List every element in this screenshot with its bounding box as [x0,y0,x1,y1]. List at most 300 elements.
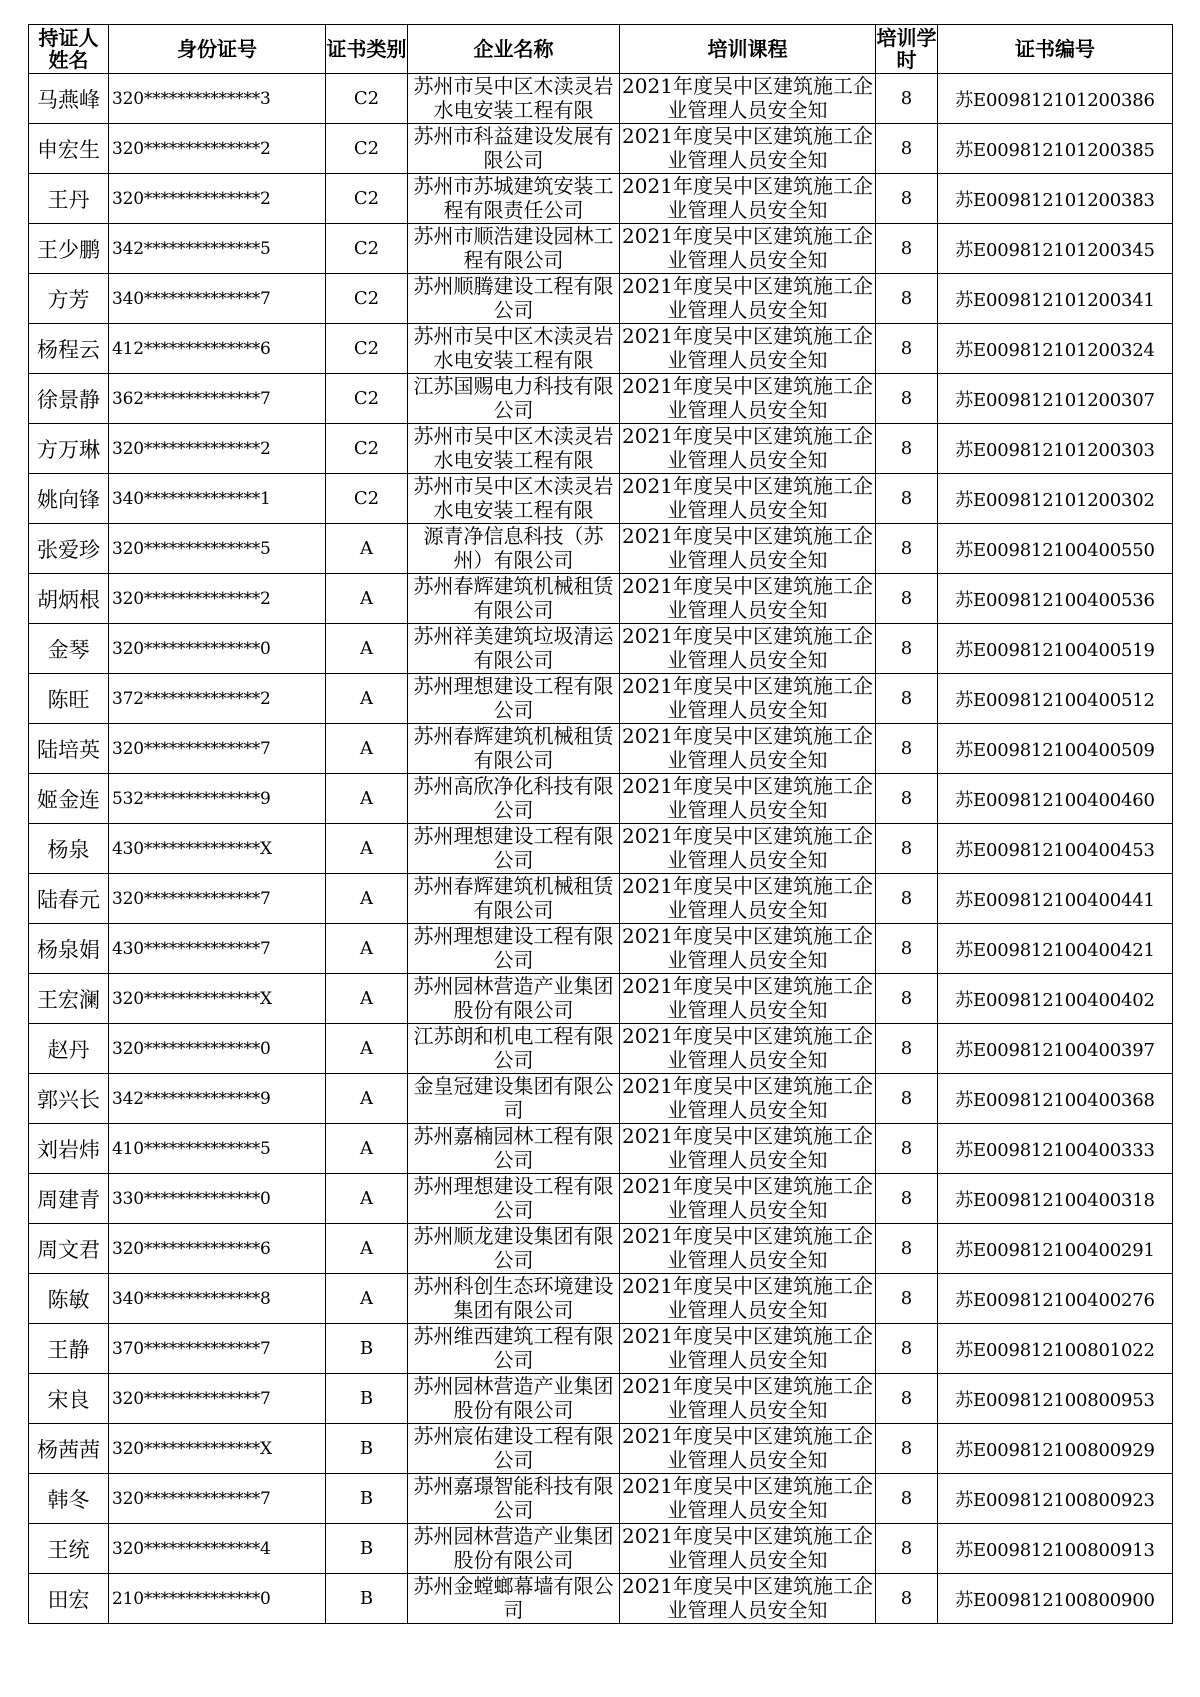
company-cell-text: 金皇冠建设集团有限公司 [413,1075,614,1122]
company-cell [408,1074,620,1124]
company-cell [408,1424,620,1474]
table-row [29,874,1173,924]
hours-cell: 8 [876,974,938,1024]
course-cell [620,774,876,824]
id-number-cell: 410**************5 [109,1124,326,1174]
cert-no-cell: 苏E009812100400519 [938,624,1173,674]
company-cell [408,924,620,974]
id-number-cell: 340**************1 [109,474,326,524]
id-number-cell: 320**************2 [109,574,326,624]
hours-cell: 8 [876,824,938,874]
company-cell-text: 苏州市科益建设发展有限公司 [413,125,614,172]
table-row [29,124,1173,174]
id-number-cell: 340**************8 [109,1274,326,1324]
company-cell [408,1024,620,1074]
hours-cell: 8 [876,1124,938,1174]
company-cell-text: 苏州维西建筑工程有限公司 [413,1325,614,1372]
table-row [29,574,1173,624]
company-cell-text: 苏州市吴中区木渎灵岩水电安装工程有限 [413,425,614,472]
company-cell [408,1574,620,1624]
course-cell-text: 2021年度吴中区建筑施工企业管理人员安全知 [622,475,873,522]
course-cell-text: 2021年度吴中区建筑施工企业管理人员安全知 [622,1275,873,1322]
hours-cell: 8 [876,524,938,574]
table-row [29,424,1173,474]
course-cell-text: 2021年度吴中区建筑施工企业管理人员安全知 [622,675,873,722]
company-cell-text: 苏州春辉建筑机械租赁有限公司 [413,875,614,922]
table-body [29,74,1173,1624]
cert-no-cell: 苏E009812100800913 [938,1524,1173,1574]
course-cell [620,874,876,924]
header-row [29,25,1173,74]
id-number-cell: 320**************2 [109,174,326,224]
hours-cell: 8 [876,1474,938,1524]
company-cell-text: 苏州高欣净化科技有限公司 [413,775,614,822]
hours-cell: 8 [876,1024,938,1074]
id-number-cell: 320**************7 [109,1374,326,1424]
course-cell-text: 2021年度吴中区建筑施工企业管理人员安全知 [622,275,873,322]
cert-type-cell: A [326,674,408,724]
cert-no-cell: 苏E009812100400453 [938,824,1173,874]
header-course: 培训课程 [620,25,876,74]
table-row [29,824,1173,874]
hours-cell: 8 [876,1324,938,1374]
certificate-list-sheet [28,24,1172,1624]
course-cell-text: 2021年度吴中区建筑施工企业管理人员安全知 [622,425,873,472]
course-cell-text: 2021年度吴中区建筑施工企业管理人员安全知 [622,925,873,972]
course-cell [620,1374,876,1424]
course-cell-text: 2021年度吴中区建筑施工企业管理人员安全知 [622,1325,873,1372]
course-cell [620,1574,876,1624]
holder-name-cell: 王少鹏 [29,224,109,274]
cert-type-cell: A [326,574,408,624]
header-company: 企业名称 [408,25,620,74]
hours-cell: 8 [876,1524,938,1574]
cert-no-cell: 苏E009812100400397 [938,1024,1173,1074]
table-row [29,974,1173,1024]
id-number-cell: 320**************0 [109,624,326,674]
course-cell-text: 2021年度吴中区建筑施工企业管理人员安全知 [622,575,873,622]
course-cell-text: 2021年度吴中区建筑施工企业管理人员安全知 [622,1425,873,1472]
cert-no-cell: 苏E009812101200345 [938,224,1173,274]
header-cert-type: 证书类别 [326,25,408,74]
company-cell [408,1374,620,1424]
table-row [29,1474,1173,1524]
course-cell [620,174,876,224]
course-cell [620,1424,876,1474]
id-number-cell: 342**************9 [109,1074,326,1124]
company-cell [408,824,620,874]
id-number-cell: 320**************5 [109,524,326,574]
course-cell [620,924,876,974]
company-cell [408,874,620,924]
course-cell [620,74,876,124]
cert-no-cell: 苏E009812100800953 [938,1374,1173,1424]
company-cell [408,524,620,574]
company-cell [408,724,620,774]
id-number-cell: 430**************X [109,824,326,874]
cert-type-cell: B [326,1374,408,1424]
table-row [29,774,1173,824]
cert-no-cell: 苏E009812100400536 [938,574,1173,624]
holder-name-cell: 杨茜茜 [29,1424,109,1474]
cert-no-cell: 苏E009812101200385 [938,124,1173,174]
hours-cell: 8 [876,124,938,174]
id-number-cell: 320**************6 [109,1224,326,1274]
hours-cell: 8 [876,1424,938,1474]
cert-type-cell: C2 [326,274,408,324]
company-cell-text: 苏州理想建设工程有限公司 [413,675,614,722]
course-cell [620,524,876,574]
company-cell-text: 苏州嘉璟智能科技有限公司 [413,1475,614,1522]
cert-type-cell: C2 [326,174,408,224]
cert-type-cell: A [326,1024,408,1074]
company-cell [408,224,620,274]
holder-name-cell: 方万琳 [29,424,109,474]
company-cell [408,1224,620,1274]
company-cell-text: 苏州市顺浩建设园林工程有限公司 [413,225,614,272]
table-row [29,1574,1173,1624]
cert-type-cell: A [326,1174,408,1224]
cert-type-cell: B [326,1424,408,1474]
course-cell [620,674,876,724]
course-cell-text: 2021年度吴中区建筑施工企业管理人员安全知 [622,525,873,572]
course-cell [620,1174,876,1224]
company-cell [408,624,620,674]
course-cell-text: 2021年度吴中区建筑施工企业管理人员安全知 [622,1025,873,1072]
company-cell-text: 苏州理想建设工程有限公司 [413,1175,614,1222]
hours-cell: 8 [876,1574,938,1624]
id-number-cell: 320**************2 [109,124,326,174]
course-cell-text: 2021年度吴中区建筑施工企业管理人员安全知 [622,1525,873,1572]
company-cell-text: 苏州春辉建筑机械租赁有限公司 [413,725,614,772]
course-cell-text: 2021年度吴中区建筑施工企业管理人员安全知 [622,1575,873,1622]
table-row [29,524,1173,574]
id-number-cell: 320**************7 [109,874,326,924]
table-row [29,1524,1173,1574]
cert-no-cell: 苏E009812100400421 [938,924,1173,974]
table-row [29,374,1173,424]
id-number-cell: 320**************4 [109,1524,326,1574]
table-row [29,1324,1173,1374]
table-row [29,1174,1173,1224]
course-cell-text: 2021年度吴中区建筑施工企业管理人员安全知 [622,375,873,422]
cert-type-cell: A [326,874,408,924]
company-cell-text: 苏州理想建设工程有限公司 [413,925,614,972]
company-cell-text: 苏州市吴中区木渎灵岩水电安装工程有限 [413,75,614,122]
course-cell [620,724,876,774]
course-cell [620,1024,876,1074]
holder-name-cell: 宋良 [29,1374,109,1424]
course-cell [620,1224,876,1274]
header-hours: 培训学时 [876,26,937,72]
course-cell [620,574,876,624]
company-cell [408,1274,620,1324]
cert-no-cell: 苏E009812101200324 [938,324,1173,374]
course-cell [620,1274,876,1324]
holder-name-cell: 刘岩炜 [29,1124,109,1174]
company-cell-text: 苏州市吴中区木渎灵岩水电安装工程有限 [413,475,614,522]
course-cell-text: 2021年度吴中区建筑施工企业管理人员安全知 [622,325,873,372]
course-cell [620,1474,876,1524]
holder-name-cell: 陈敏 [29,1274,109,1324]
cert-type-cell: A [326,524,408,574]
cert-no-cell: 苏E009812101200307 [938,374,1173,424]
company-cell [408,1124,620,1174]
course-cell [620,1324,876,1374]
company-cell [408,774,620,824]
company-cell-text: 苏州市苏城建筑安装工程有限责任公司 [413,175,614,222]
course-cell [620,474,876,524]
course-cell [620,974,876,1024]
cert-type-cell: A [326,624,408,674]
cert-type-cell: C2 [326,224,408,274]
hours-cell: 8 [876,1374,938,1424]
cert-type-cell: B [326,1524,408,1574]
table-row [29,724,1173,774]
cert-type-cell: B [326,1574,408,1624]
company-cell-text: 江苏朗和机电工程有限公司 [413,1025,614,1072]
holder-name-cell: 王宏澜 [29,974,109,1024]
cert-type-cell: A [326,974,408,1024]
course-cell [620,224,876,274]
holder-name-cell: 陈旺 [29,674,109,724]
table-row [29,674,1173,724]
id-number-cell: 330**************0 [109,1174,326,1224]
holder-name-cell: 王静 [29,1324,109,1374]
company-cell-text: 苏州市吴中区木渎灵岩水电安装工程有限 [413,325,614,372]
course-cell [620,424,876,474]
id-number-cell: 370**************7 [109,1324,326,1374]
cert-no-cell: 苏E009812100400550 [938,524,1173,574]
company-cell-text: 苏州顺腾建设工程有限公司 [413,275,614,322]
course-cell-text: 2021年度吴中区建筑施工企业管理人员安全知 [622,775,873,822]
hours-cell: 8 [876,1274,938,1324]
id-number-cell: 412**************6 [109,324,326,374]
table-row [29,274,1173,324]
hours-cell: 8 [876,74,938,124]
table-row [29,1124,1173,1174]
course-cell [620,374,876,424]
table-row [29,1074,1173,1124]
table-row [29,1374,1173,1424]
id-number-cell: 320**************7 [109,724,326,774]
id-number-cell: 320**************3 [109,74,326,124]
cert-no-cell: 苏E009812100400291 [938,1224,1173,1274]
id-number-cell: 210**************0 [109,1574,326,1624]
hours-cell: 8 [876,424,938,474]
company-cell-text: 苏州顺龙建设集团有限公司 [413,1225,614,1272]
course-cell [620,324,876,374]
course-cell [620,274,876,324]
table-row [29,224,1173,274]
id-number-cell: 532**************9 [109,774,326,824]
hours-cell: 8 [876,274,938,324]
company-cell [408,1174,620,1224]
cert-no-cell: 苏E009812100800929 [938,1424,1173,1474]
cert-no-cell: 苏E009812101200302 [938,474,1173,524]
company-cell-text: 苏州春辉建筑机械租赁有限公司 [413,575,614,622]
hours-cell: 8 [876,874,938,924]
cert-no-cell: 苏E009812101200383 [938,174,1173,224]
course-cell-text: 2021年度吴中区建筑施工企业管理人员安全知 [622,725,873,772]
holder-name-cell: 杨泉 [29,824,109,874]
hours-cell: 8 [876,1174,938,1224]
company-cell [408,674,620,724]
id-number-cell: 320**************X [109,974,326,1024]
course-cell-text: 2021年度吴中区建筑施工企业管理人员安全知 [622,75,873,122]
company-cell-text: 苏州园林营造产业集团股份有限公司 [413,975,614,1022]
holder-name-cell: 金琴 [29,624,109,674]
holder-name-cell: 杨程云 [29,324,109,374]
cert-type-cell: A [326,774,408,824]
cert-type-cell: A [326,724,408,774]
holder-name-cell: 杨泉娟 [29,924,109,974]
cert-type-cell: A [326,824,408,874]
course-cell-text: 2021年度吴中区建筑施工企业管理人员安全知 [622,625,873,672]
company-cell-text: 江苏国赐电力科技有限公司 [413,375,614,422]
cert-no-cell: 苏E009812100400441 [938,874,1173,924]
company-cell [408,974,620,1024]
cert-type-cell: A [326,1124,408,1174]
table-row [29,1274,1173,1324]
company-cell [408,1474,620,1524]
holder-name-cell: 王统 [29,1524,109,1574]
cert-no-cell: 苏E009812100400402 [938,974,1173,1024]
cert-no-cell: 苏E009812100800923 [938,1474,1173,1524]
company-cell [408,574,620,624]
course-cell [620,624,876,674]
hours-cell: 8 [876,724,938,774]
cert-type-cell: C2 [326,74,408,124]
holder-name-cell: 赵丹 [29,1024,109,1074]
holder-name-cell: 马燕峰 [29,74,109,124]
holder-name-cell: 姬金连 [29,774,109,824]
cert-type-cell: A [326,1074,408,1124]
table-row [29,1224,1173,1274]
course-cell-text: 2021年度吴中区建筑施工企业管理人员安全知 [622,1375,873,1422]
holder-name-cell: 王丹 [29,174,109,224]
course-cell [620,1524,876,1574]
id-number-cell: 320**************2 [109,424,326,474]
company-cell-text: 苏州金螳螂幕墙有限公司 [413,1575,614,1622]
company-cell-text: 苏州园林营造产业集团股份有限公司 [413,1375,614,1422]
company-cell [408,474,620,524]
cert-no-cell: 苏E009812100400333 [938,1124,1173,1174]
company-cell-text: 苏州园林营造产业集团股份有限公司 [413,1525,614,1572]
company-cell-text: 苏州理想建设工程有限公司 [413,825,614,872]
holder-name-cell: 周建青 [29,1174,109,1224]
id-number-cell: 320**************X [109,1424,326,1474]
company-cell [408,424,620,474]
cert-type-cell: C2 [326,124,408,174]
company-cell [408,274,620,324]
cert-no-cell: 苏E009812100400318 [938,1174,1173,1224]
table-row [29,324,1173,374]
holder-name-cell: 周文君 [29,1224,109,1274]
course-cell-text: 2021年度吴中区建筑施工企业管理人员安全知 [622,975,873,1022]
cert-type-cell: C2 [326,424,408,474]
holder-name-cell: 陆培英 [29,724,109,774]
holder-name-cell: 郭兴长 [29,1074,109,1124]
company-cell-text: 苏州科创生态环境建设集团有限公司 [413,1275,614,1322]
cert-no-cell: 苏E009812100800900 [938,1574,1173,1624]
table-row [29,1424,1173,1474]
header-cert-no: 证书编号 [938,25,1173,74]
course-cell-text: 2021年度吴中区建筑施工企业管理人员安全知 [622,175,873,222]
id-number-cell: 320**************0 [109,1024,326,1074]
course-cell-text: 2021年度吴中区建筑施工企业管理人员安全知 [622,1175,873,1222]
hours-cell: 8 [876,674,938,724]
holder-name-cell: 胡炳根 [29,574,109,624]
cert-type-cell: B [326,1474,408,1524]
certificate-table [28,24,1173,1624]
holder-name-cell: 陆春元 [29,874,109,924]
company-cell-text: 苏州嘉楠园林工程有限公司 [413,1125,614,1172]
hours-cell: 8 [876,224,938,274]
course-cell-text: 2021年度吴中区建筑施工企业管理人员安全知 [622,225,873,272]
company-cell [408,174,620,224]
cert-type-cell: B [326,1324,408,1374]
cert-no-cell: 苏E009812101200386 [938,74,1173,124]
table-row [29,74,1173,124]
company-cell [408,124,620,174]
hours-cell: 8 [876,324,938,374]
course-cell-text: 2021年度吴中区建筑施工企业管理人员安全知 [622,1225,873,1272]
course-cell [620,1124,876,1174]
table-row [29,1024,1173,1074]
cert-no-cell: 苏E009812100400512 [938,674,1173,724]
company-cell [408,324,620,374]
hours-cell: 8 [876,624,938,674]
id-number-cell: 340**************7 [109,274,326,324]
course-cell-text: 2021年度吴中区建筑施工企业管理人员安全知 [622,125,873,172]
cert-type-cell: A [326,924,408,974]
course-cell [620,1074,876,1124]
header-id-number: 身份证号 [109,25,326,74]
id-number-cell: 342**************5 [109,224,326,274]
hours-cell: 8 [876,1074,938,1124]
table-row [29,174,1173,224]
table-row [29,624,1173,674]
holder-name-cell: 方芳 [29,274,109,324]
cert-type-cell: A [326,1274,408,1324]
holder-name-cell: 张爱珍 [29,524,109,574]
company-cell [408,374,620,424]
cert-no-cell: 苏E009812100400368 [938,1074,1173,1124]
course-cell-text: 2021年度吴中区建筑施工企业管理人员安全知 [622,875,873,922]
holder-name-cell: 申宏生 [29,124,109,174]
hours-cell: 8 [876,774,938,824]
company-cell-text: 苏州祥美建筑垃圾清运有限公司 [413,625,614,672]
header-holder-name: 持证人姓名 [29,25,109,74]
hours-cell: 8 [876,1224,938,1274]
course-cell [620,124,876,174]
company-cell [408,1524,620,1574]
id-number-cell: 430**************7 [109,924,326,974]
holder-name-cell: 田宏 [29,1574,109,1624]
id-number-cell: 372**************2 [109,674,326,724]
cert-no-cell: 苏E009812100400276 [938,1274,1173,1324]
cert-no-cell: 苏E009812100400509 [938,724,1173,774]
hours-cell: 8 [876,924,938,974]
holder-name-cell: 韩冬 [29,1474,109,1524]
cert-type-cell: A [326,1224,408,1274]
company-cell [408,74,620,124]
course-cell-text: 2021年度吴中区建筑施工企业管理人员安全知 [622,825,873,872]
course-cell-text: 2021年度吴中区建筑施工企业管理人员安全知 [622,1475,873,1522]
company-cell [408,1324,620,1374]
cert-type-cell: C2 [326,474,408,524]
